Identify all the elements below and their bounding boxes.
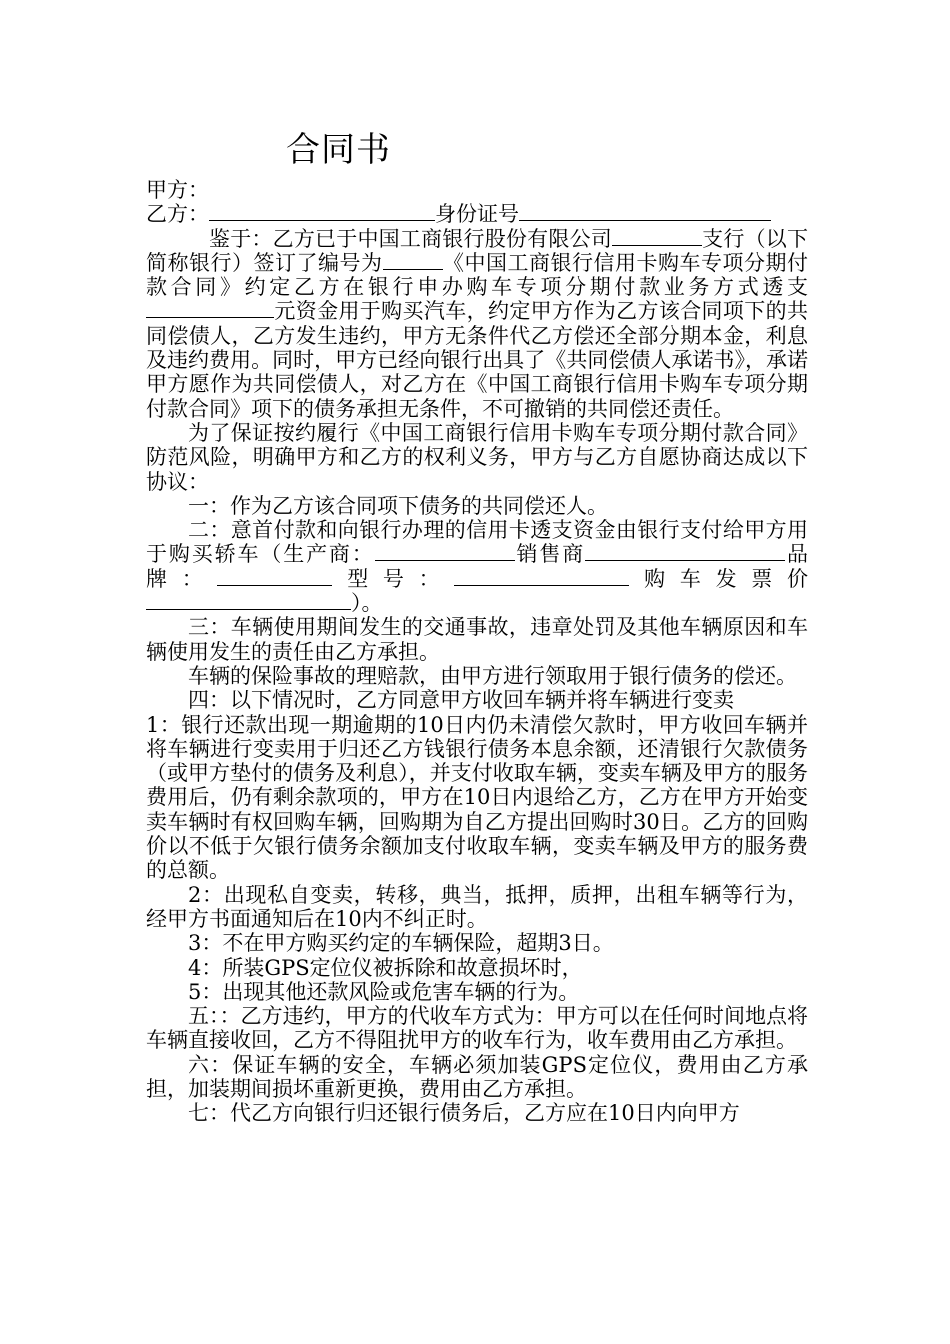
party-b-label: 乙方： bbox=[146, 202, 209, 227]
clause-1: 一：作为乙方该合同项下债务的共同偿还人。 bbox=[188, 493, 608, 518]
party-a-line bbox=[146, 178, 808, 202]
brand-label: 品牌： bbox=[146, 542, 809, 591]
model-label: 型号： bbox=[332, 566, 455, 591]
clause-2-end: ）。 bbox=[351, 591, 383, 616]
clause-4-item-3: 3：不在甲方购买约定的车辆保险，超期3日。 bbox=[188, 931, 614, 956]
amount-blank bbox=[146, 299, 274, 318]
model-blank bbox=[454, 567, 629, 586]
branch-blank bbox=[612, 227, 702, 246]
recital-paragraph bbox=[146, 227, 808, 421]
clause-3-insurance: 车辆的保险事故的理赔款，由甲方进行领取用于银行债务的偿还。 bbox=[188, 663, 797, 688]
seller-blank bbox=[585, 542, 785, 561]
recital-part-1: 鉴于：乙方已于中国工商银行股份有限公司 bbox=[209, 226, 612, 251]
brand-blank bbox=[217, 567, 332, 586]
id-number-blank bbox=[519, 202, 771, 221]
clause-4-item-2: 2：出现私自变卖，转移，典当，抵押，质押，出租车辆等行为，经甲方书面通知后在10内不纠正时。 bbox=[146, 882, 808, 931]
clause-4-item-5: 5：出现其他还款风险或危害车辆的行为。 bbox=[188, 979, 580, 1004]
manufacturer-blank bbox=[375, 542, 515, 561]
clause-4-item-4: 4：所装GPS定位仪被拆除和故意损坏时， bbox=[188, 955, 583, 980]
clause-4-item-1: 1：银行还款出现一期逾期的10日内仍未清偿欠款时，甲方收回车辆并将车辆进行变卖用于归还乙方钱银行债务本息余额，还清银行欠款债务（或甲方垫付的债务及利息），并支付收取车辆，变卖车辆及甲方的服务费用后，仍有剩余款项的，甲方在10日内退给乙方，乙方在甲方开始变卖车辆时有权回购车辆，回购期为自乙方提出回购时30日。乙方的回购价以不低于欠银行债务余额加支付收取车辆，变卖车辆及甲方的服务费的总额。 bbox=[146, 712, 808, 883]
clause-7: 七：代乙方向银行归还银行债务后，乙方应在10日内向甲方 bbox=[188, 1101, 740, 1126]
clause-4: 四：以下情况时，乙方同意甲方收回车辆并将车辆进行变卖 bbox=[188, 688, 734, 713]
seller-label: 销售商 bbox=[514, 542, 586, 567]
party-b-name-blank bbox=[209, 202, 435, 221]
invoice-price-blank bbox=[146, 591, 351, 610]
clause-3: 三：车辆使用期间发生的交通事故，违章处罚及其他车辆原因和车辆使用发生的责任由乙方承担。 bbox=[146, 615, 808, 664]
party-b-line bbox=[146, 202, 808, 226]
recital-part-4: 元资金用于购买汽车，约定甲方作为乙方该合同项下的共同偿债人，乙方发生违约，甲方无条件代乙方偿还全部分期本金，利息及违约费用。同时，甲方已经向银行出具了《共同偿债人承诺书》，承诺甲方愿作为共同偿债人，对乙方在《中国工商银行信用卡购车专项分期付款合同》项下的债务承担无条件，不可撤销的共同偿还责任。 bbox=[146, 299, 808, 421]
invoice-price-label: 购车发票价 bbox=[629, 566, 809, 591]
clause-5: 五：：乙方违约，甲方的代收车方式为：甲方可以在任何时间地点将车辆直接收回，乙方不得阻扰甲方的收车行为，收车费用由乙方承担。 bbox=[146, 1004, 808, 1053]
recital-part-3: 《中国工商银行信用卡购车专项分期付款合同》约定乙方在银行申办购车专项分期付款业务方式透支 bbox=[146, 250, 808, 300]
contract-page bbox=[146, 128, 808, 1126]
recital-part-2: 支行（以下简称银行）签订了编号为 bbox=[146, 226, 809, 275]
document-title: 合同书 bbox=[286, 130, 391, 170]
clause-6: 六：保证车辆的安全，车辆必须加装GPS定位仪，费用由乙方承担，加装期间损坏重新更换，费用由乙方承担。 bbox=[146, 1052, 808, 1101]
contract-number-blank bbox=[383, 251, 443, 270]
party-a-label: 甲方： bbox=[146, 178, 209, 202]
clause-2-part-1: 二：意首付款和向银行办理的信用卡透支资金由银行支付给甲方用于购买轿车（生产商： bbox=[146, 518, 808, 567]
id-number-label: 身份证号 bbox=[435, 202, 519, 227]
clause-2 bbox=[146, 518, 808, 615]
purpose-paragraph: 为了保证按约履行《中国工商银行信用卡购车专项分期付款合同》防范风险，明确甲方和乙方的权利义务，甲方与乙方自愿协商达成以下协议： bbox=[146, 420, 808, 494]
